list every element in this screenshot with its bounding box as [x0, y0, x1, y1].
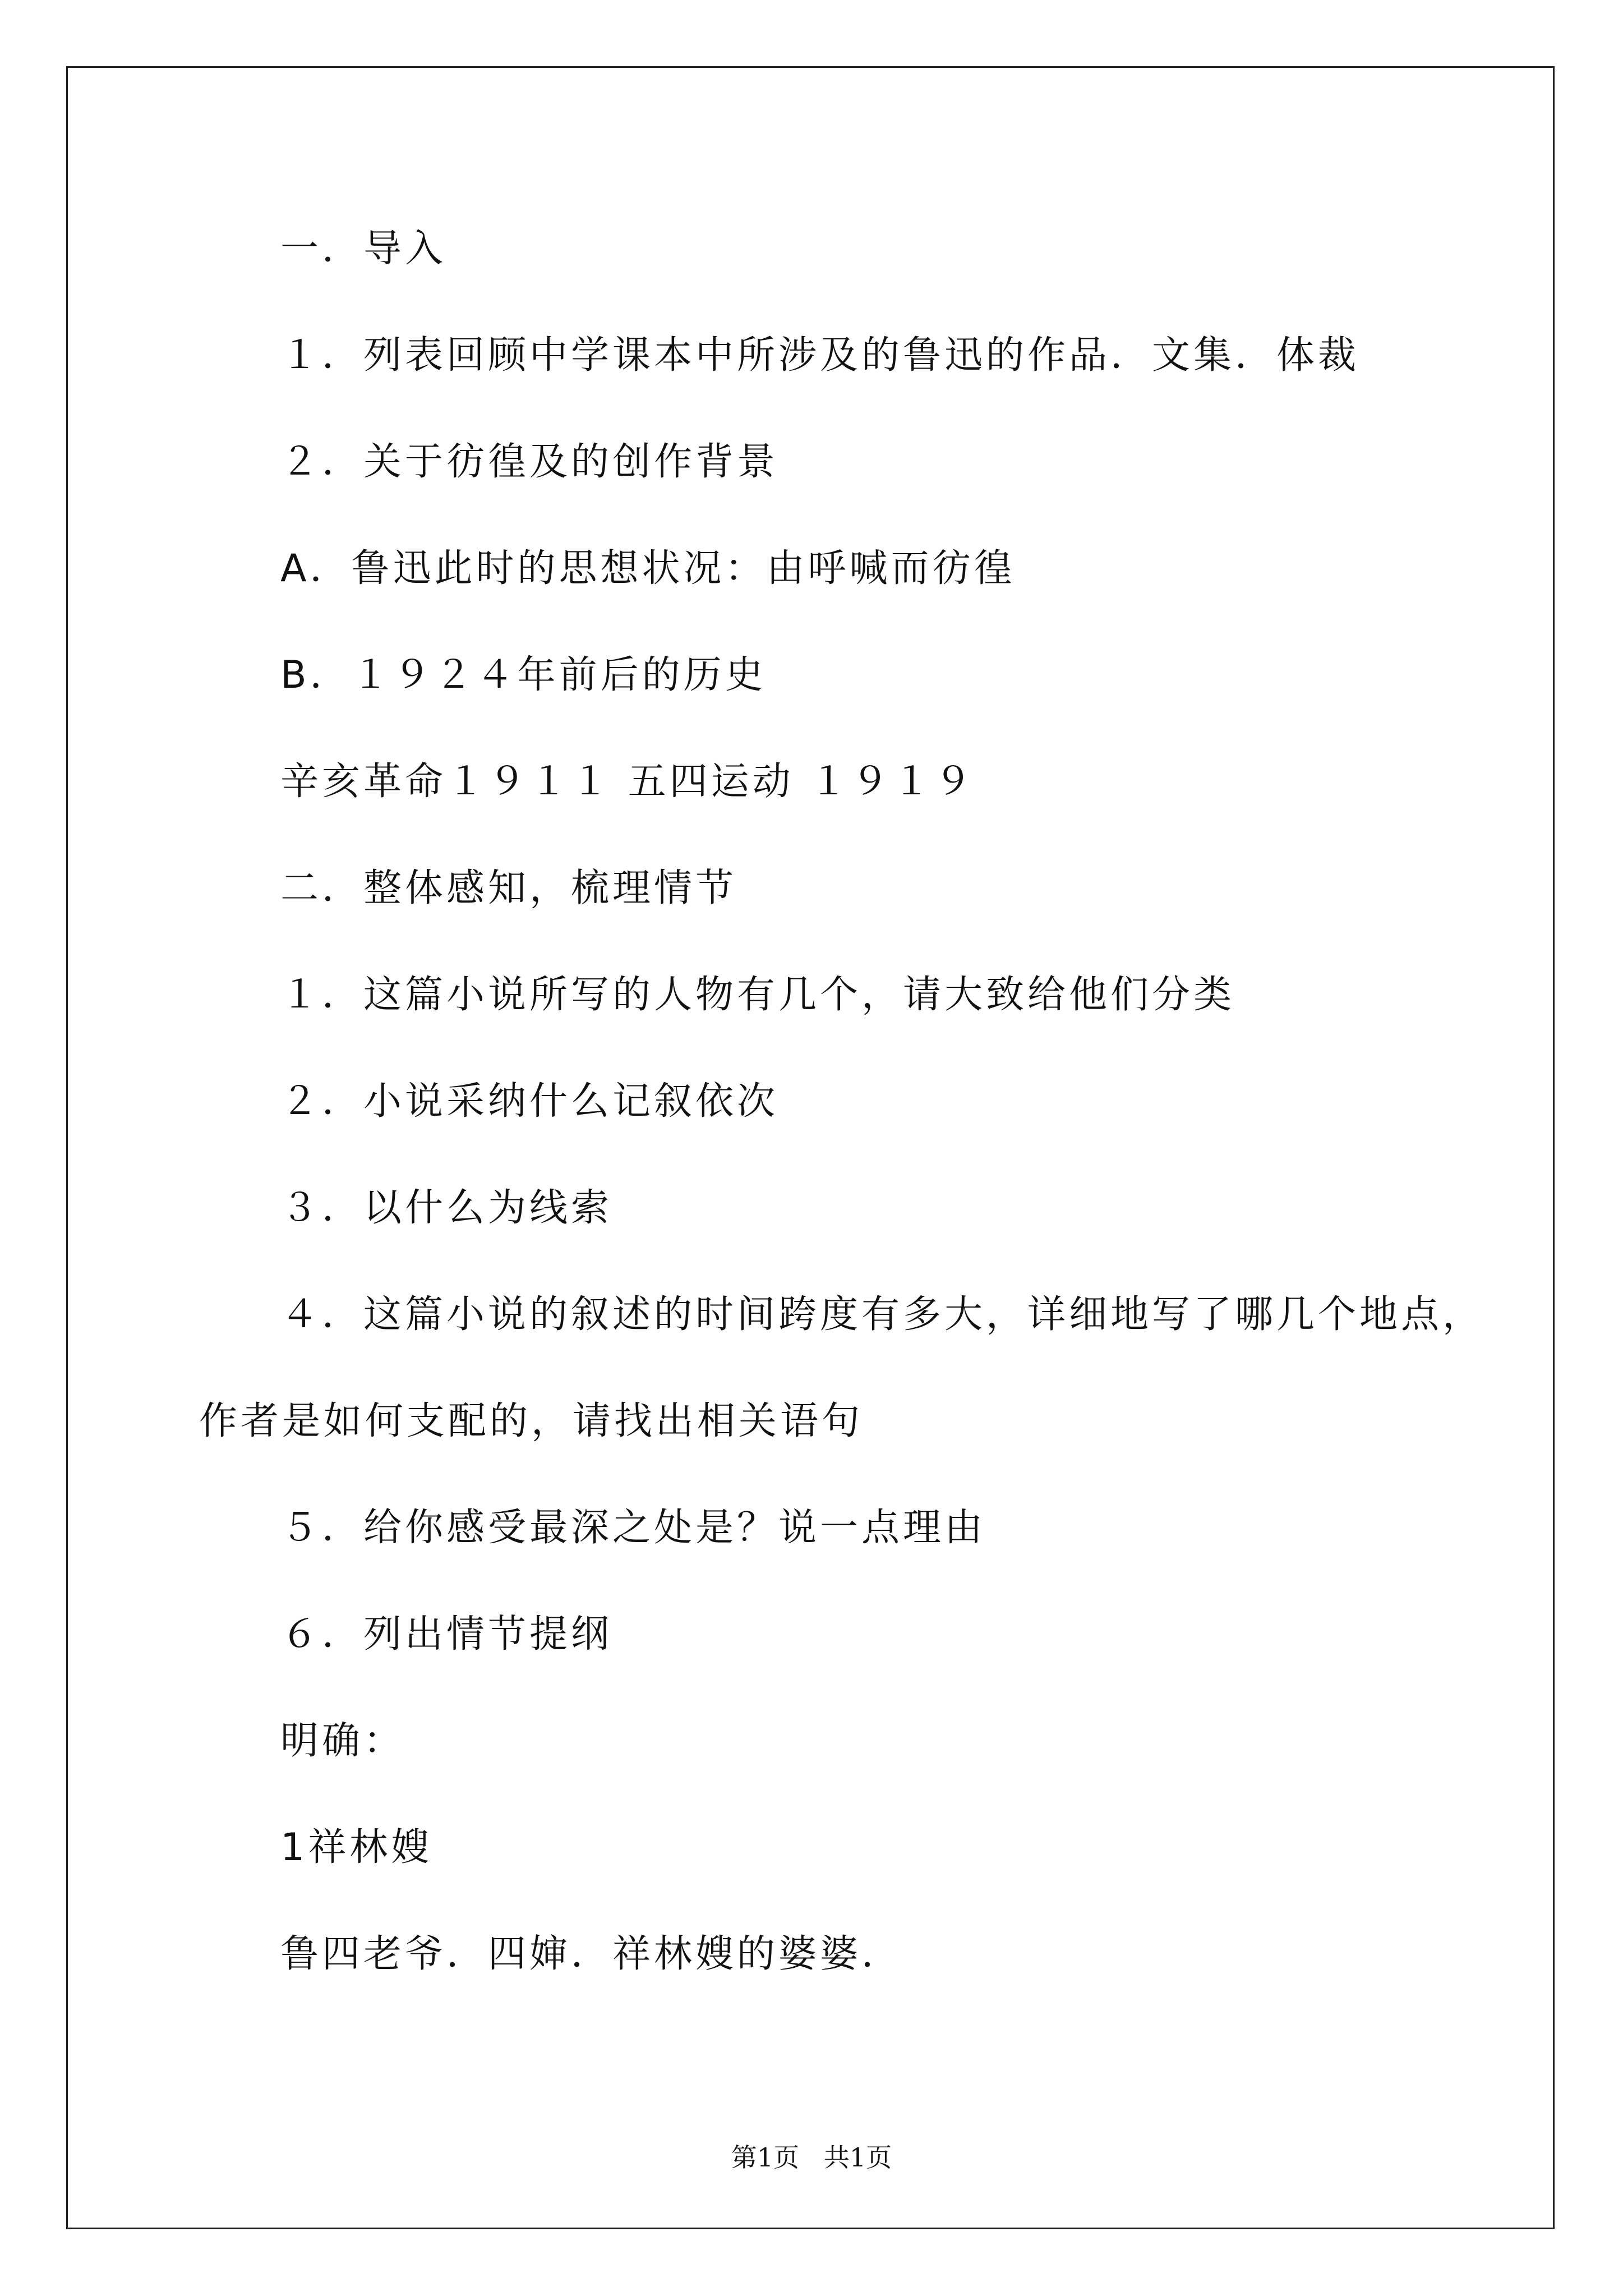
question-1: １．这篇小说所写的人物有几个，请大致给他们分类 [280, 973, 1235, 1017]
question-6: ６．列出情节提纲 [280, 1612, 613, 1657]
list-item-a: A．鲁迅此时的思想状况：由呼喊而彷徨 [280, 546, 1016, 591]
heading-overview: 二．整体感知，梳理情节 [280, 866, 737, 910]
question-5: ５．给你感受最深之处是？说一点理由 [280, 1506, 986, 1550]
history-line: 辛亥革命１９１１ 五四运动 １９１９ [280, 760, 976, 804]
clarify-label: 明确： [280, 1719, 405, 1763]
question-3: ３．以什么为线索 [280, 1186, 613, 1230]
list-item-1: １．列表回顾中学课本中所涉及的鲁迅的作品．文集．体裁 [280, 333, 1360, 378]
list-item-b: B．１９２４年前后的历史 [280, 653, 767, 697]
question-4: ４．这篇小说的叙述的时间跨度有多大，详细地写了哪几个地点， [280, 1292, 1484, 1337]
question-2: ２．小说采纳什么记叙依次 [280, 1079, 779, 1124]
question-4-continued: 作者是如何支配的，请找出相关语句 [199, 1399, 864, 1443]
page-footer: 第1页 共1页 [731, 2142, 892, 2173]
character-others: 鲁四老爷．四婶．祥林嫂的婆婆． [280, 1932, 903, 1976]
heading-intro: 一．导入 [280, 227, 447, 271]
character-main: 1祥林嫂 [280, 1825, 433, 1870]
list-item-2: ２．关于彷徨及的创作背景 [280, 440, 779, 484]
